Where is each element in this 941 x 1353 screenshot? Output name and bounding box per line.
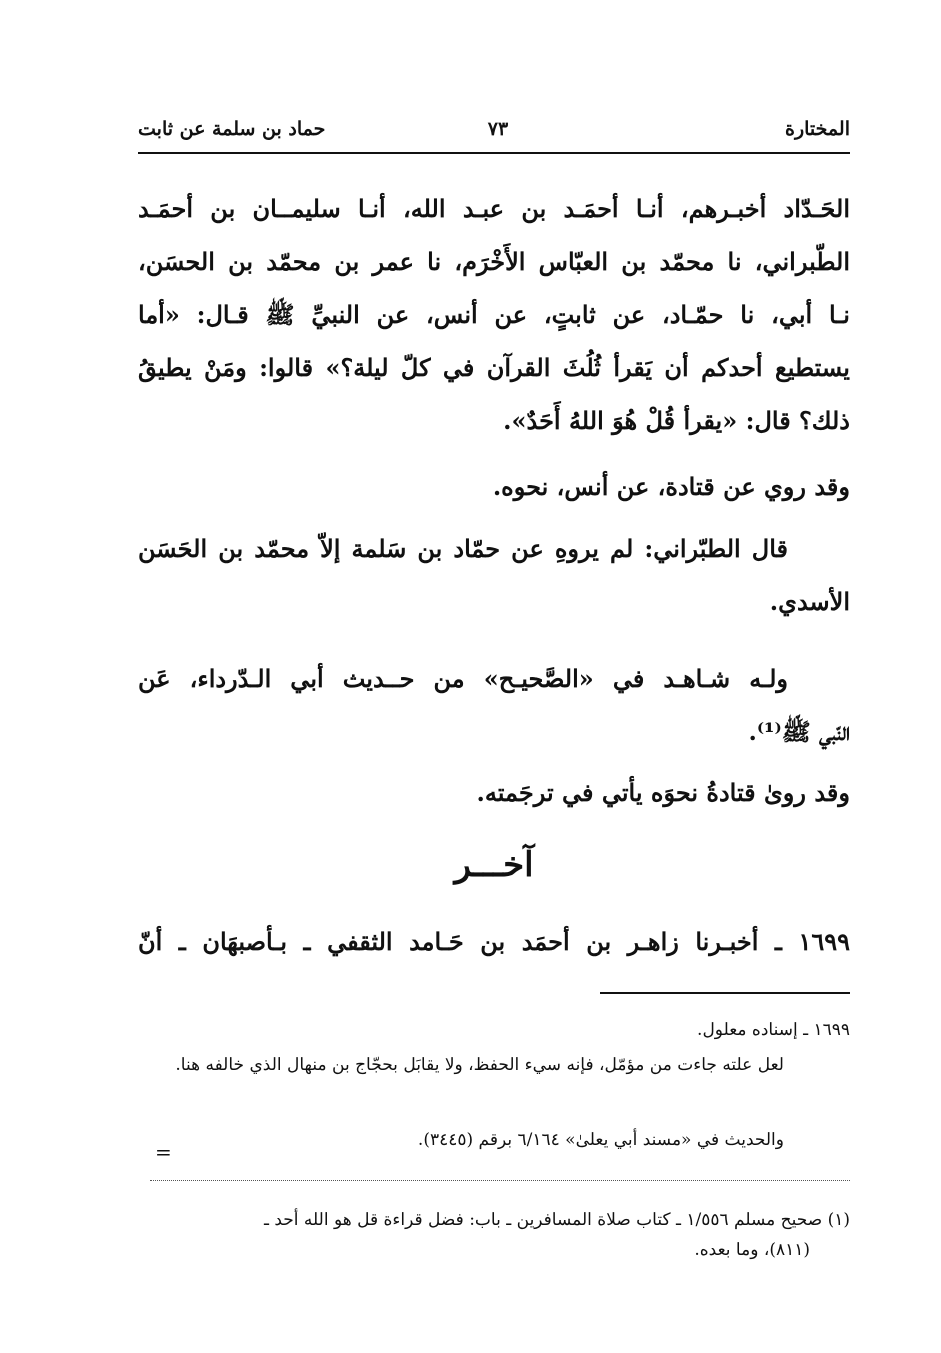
note-1699-title: ١٦٩٩ ـ إسناده معلول. [697, 1020, 850, 1040]
text-line: نـا أبي، نا حمّـاد، عن ثابتٍ، عن أنس، عن النبيِّ ﷺ قـال: «أما [138, 300, 850, 329]
text-line: ذلك؟ قال: «يقرأ قُلْ هُوَ اللهُ أَحَدٌ». [503, 406, 850, 435]
paragraph-tabarani [138, 522, 850, 628]
header-rule [138, 152, 850, 154]
text-line: الحَـدّاد أخبـرهم، أنـا أحمَـد بن عبـد الله، أنـا سليمــان بن أحمَـد [138, 194, 850, 223]
text-line: قال الطبّراني: لم يروهِ عن حمّاد بن سَلمة إلاّ محمّد بن الحَسَن [138, 534, 788, 563]
footnote-separator [150, 1180, 850, 1181]
book-title: المختارة [785, 118, 850, 140]
hadith-1699-opening: ١٦٩٩ ـ أخبـرنا زاهـر بن أحمَد بن حَـامد الثقفي ـ بـأصبهَان ـ أنّ [138, 927, 850, 956]
text-line: ولـه شـاهـد في «الصَّحيـح» من حــديث أبي الـدّرداء، عَن [138, 664, 788, 693]
paragraph-qatada-tarjama: وقد روىٰ قتادةُ نحوَه يأتي في ترجَمته. [476, 778, 850, 807]
footnote-line: (٨١١)، وما بعده. [694, 1240, 810, 1260]
section-heading: آخـــر [454, 845, 534, 885]
continuation-mark: = [155, 1140, 172, 1164]
footnote-1 [138, 1205, 850, 1265]
paragraph-hadith [138, 182, 850, 447]
footnote-line: (١) صحيح مسلم ١/٥٥٦ ـ كتاب صلاة المسافرين ـ باب: فضل قراءة قل هو الله أحد ـ [263, 1210, 850, 1230]
text-line: النّبي ﷺ⁽¹⁾. [748, 717, 850, 746]
notes-separator [600, 992, 850, 994]
section-title: حماد بن سلمة عن ثابت [138, 118, 326, 140]
note-1699-source: والحديث في «مسند أبي يعلىٰ» ٦/١٦٤ برقم (٣٤٤٥). [417, 1130, 784, 1150]
running-header [138, 118, 850, 152]
text-line: الطّبراني، نا محمّد بن العبّاس الأَخْرَم، نا عمر بن محمّد بن الحسَن، [138, 247, 850, 276]
paragraph-qatada: وقد روي عن قتادة، عن أنس، نحوه. [492, 472, 850, 501]
note-1699-illa: لعل علته جاءت من مؤمّل، فإنه سيء الحفظ، ولا يقابَل بحجّاج بن منهال الذي خالفه هنا. [175, 1055, 784, 1075]
text-line: يستطيع أحدكم أن يَقرأ ثُلُثَ القرآن في كلّ ليلة؟» قالوا: ومَنْ يطيقُ [138, 353, 850, 382]
paragraph-shahid [138, 652, 850, 758]
text-line: الأسدي. [769, 587, 850, 616]
page-number: ٧٣ [487, 118, 509, 140]
